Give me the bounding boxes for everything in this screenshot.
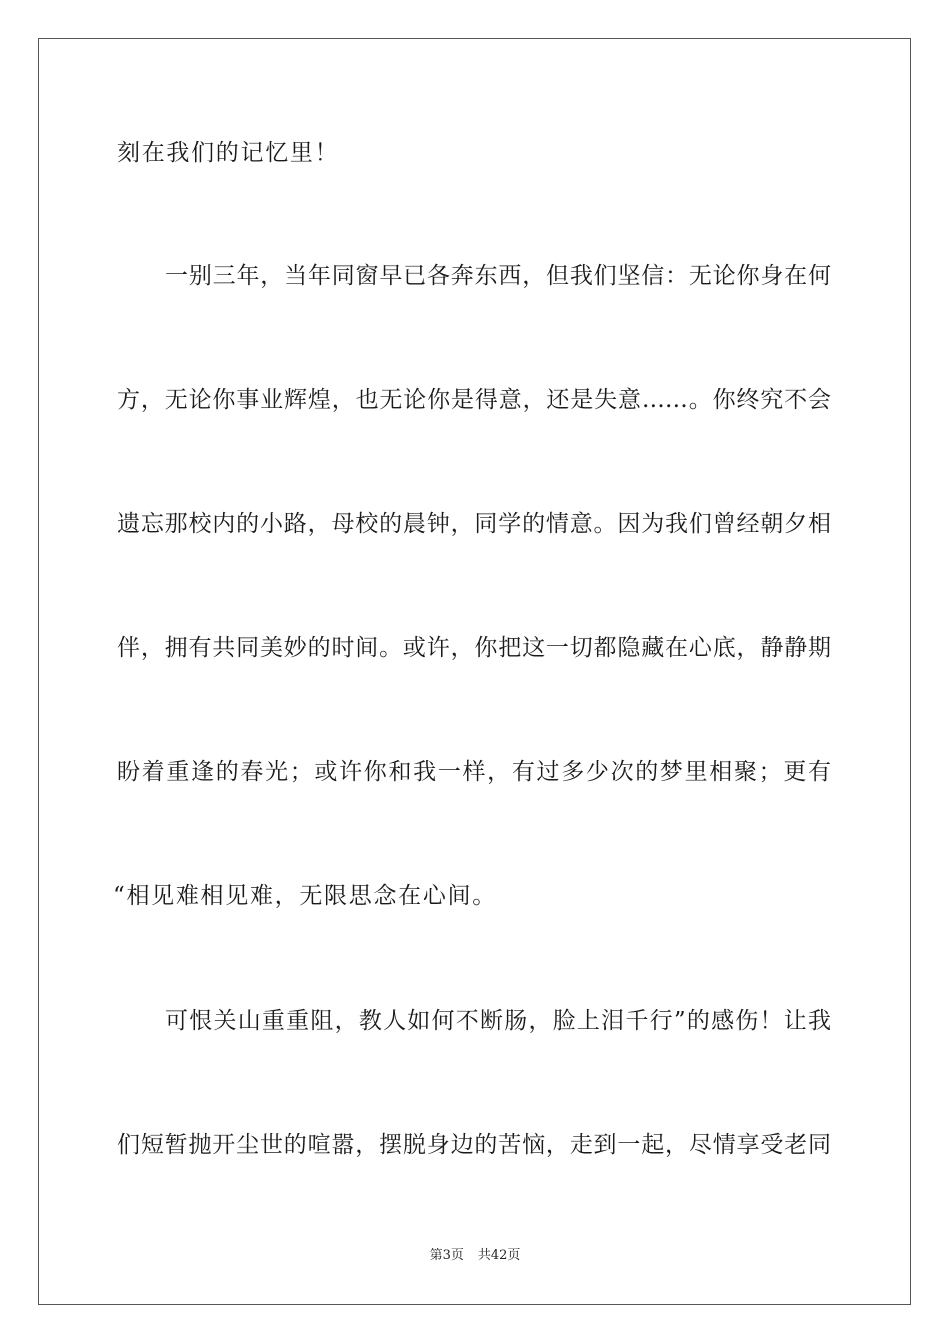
page-number: 第3页 bbox=[429, 1248, 464, 1263]
text-line-2: 一别三年，当年同窗早已各奔东西，但我们坚信：无论你身在何 bbox=[165, 263, 831, 289]
text-line-5: 伴，拥有共同美妙的时间。或许，你把这一切都隐藏在心底，静静期 bbox=[117, 635, 831, 661]
text-line-6: 盼着重逢的春光；或许你和我一样，有过多少次的梦里相聚；更有 bbox=[117, 759, 831, 785]
page-border bbox=[38, 38, 911, 1305]
page-total: 共42页 bbox=[477, 1248, 521, 1263]
text-line-3: 方，无论你事业辉煌，也无论你是得意，还是失意……。你终究不会 bbox=[117, 387, 831, 413]
text-line-8: 可恨关山重重阻，教人如何不断肠，脸上泪千行”的感伤！让我 bbox=[165, 1008, 831, 1034]
text-line-1: 刻在我们的记忆里！ bbox=[117, 140, 340, 166]
text-line-7: “相见难相见难，无限思念在心间。 bbox=[113, 883, 497, 909]
text-line-4: 遗忘那校内的小路，母校的晨钟，同学的情意。因为我们曾经朝夕相 bbox=[117, 511, 831, 537]
text-line-9: 们短暂抛开尘世的喧嚣，摆脱身边的苦恼，走到一起，尽情享受老同 bbox=[117, 1132, 831, 1158]
page-footer bbox=[0, 1247, 950, 1265]
